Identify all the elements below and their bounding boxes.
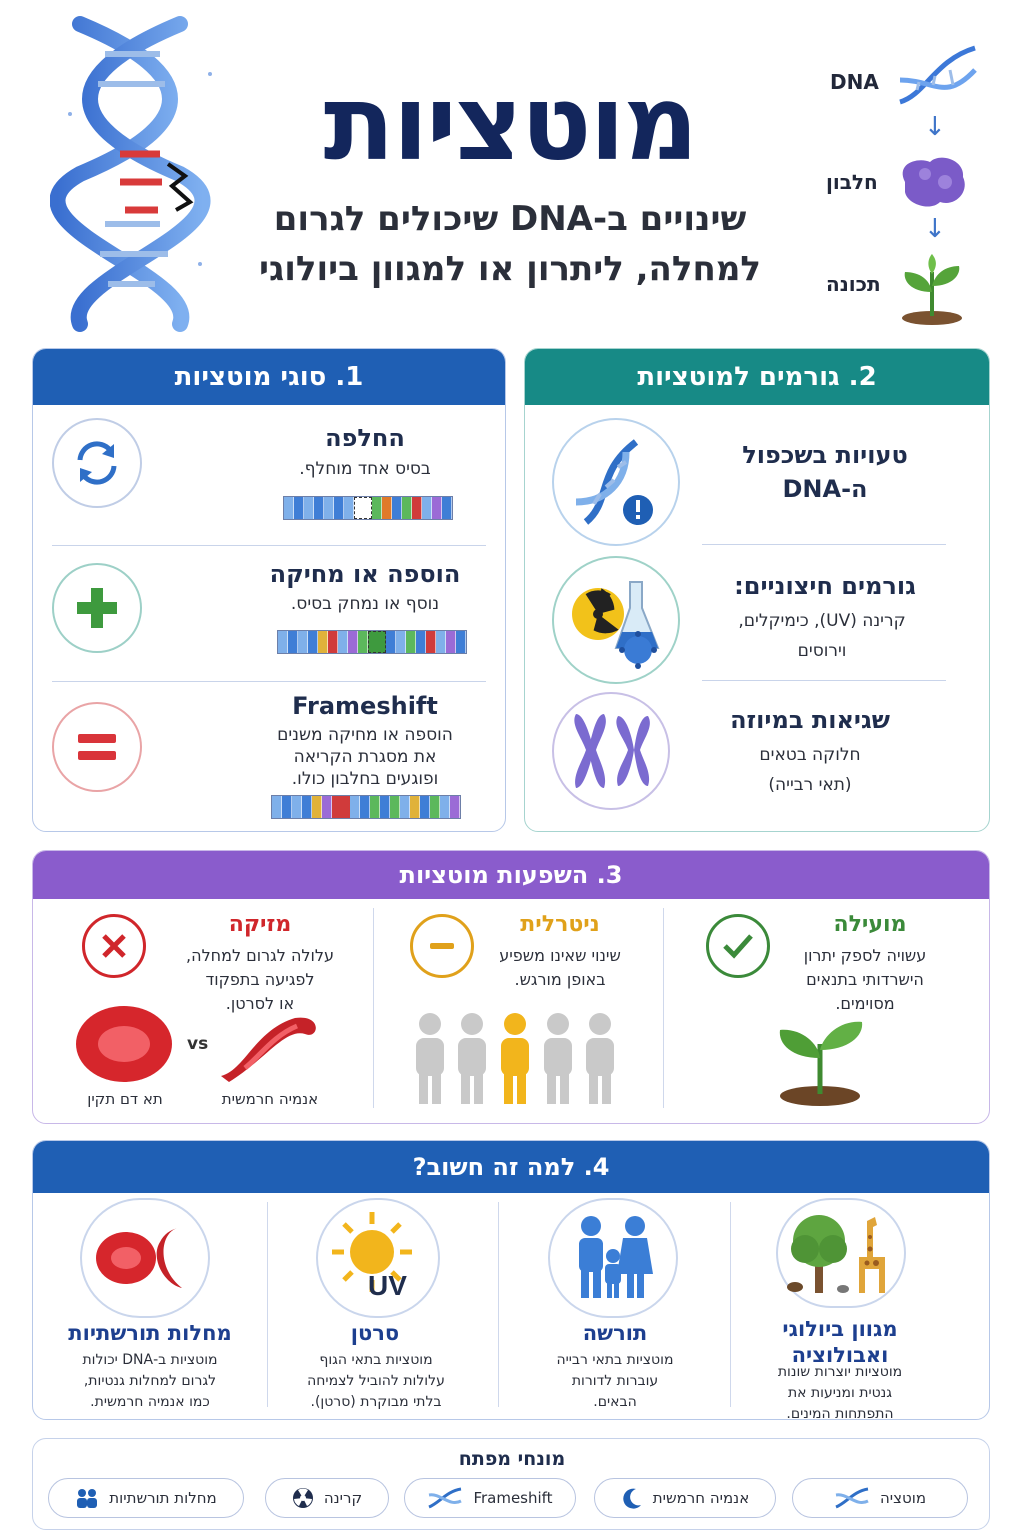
- types-heading: 1. סוגי מוטציות: [33, 349, 505, 405]
- cancer-desc-line-1: מוטציות בתאי הגוף: [319, 1352, 433, 1368]
- heredity-desc: [520, 1350, 710, 1413]
- inherited-diseases-desc-line-1: מוטציות ב-DNA יכולות: [82, 1352, 218, 1368]
- neutral-desc: [470, 944, 650, 992]
- dna-warning-icon: [566, 432, 666, 532]
- substitution-title: החלפה: [325, 424, 405, 452]
- normal-blood-cell-icon: [72, 1002, 176, 1086]
- radiation-icon: [292, 1487, 314, 1509]
- glossary-heading: מונחי מפתח: [458, 1448, 566, 1470]
- plus-icon: [72, 583, 122, 633]
- external-causes-line-2: וירוסים: [797, 641, 847, 661]
- normal-cell-label: תא דם תקין: [87, 1090, 163, 1108]
- causes-divider-2: [702, 680, 946, 681]
- substitution-strip: [283, 496, 453, 520]
- inherited-diseases-title: מחלות תורשתיות: [68, 1321, 232, 1345]
- biodiversity-title-line-2: ואבולוציה: [791, 1343, 889, 1367]
- inherited-diseases-desc: [50, 1350, 250, 1413]
- meiosis-error-circle: [552, 692, 670, 810]
- insertion-title: הוספה או מחיקה: [269, 560, 461, 588]
- heredity-title: תורשה: [582, 1321, 648, 1345]
- biodiversity-desc-line-3: התפתחות המינים.: [786, 1406, 894, 1422]
- meiosis-error-line-1: חלוקה בטאים: [759, 745, 861, 765]
- people-icon: [75, 1487, 99, 1509]
- biodiversity-desc: [745, 1362, 935, 1425]
- equals-icon: [72, 722, 122, 772]
- harmful-line-1: עלולה לגרום למחלה,: [186, 946, 334, 965]
- inherited-diseases-desc-line-2: לגרום למחלות גנטיות,: [83, 1373, 217, 1389]
- cancer-title: סרטן: [350, 1321, 400, 1345]
- external-causes-line-1: קרינה (UV), כימיקלים,: [738, 611, 906, 631]
- meiosis-error-title: שגיאות במיוזה: [730, 706, 890, 734]
- replication-error-title: [720, 438, 930, 506]
- frameshift-desc-line-3: ופוגעים בחלבון כולו.: [291, 769, 439, 789]
- dna-icon: [427, 1487, 463, 1509]
- frameshift-desc: [250, 724, 480, 790]
- insertion-strip: [277, 630, 467, 654]
- beneficial-line-2: הישרדותי בתנאים: [806, 970, 924, 989]
- flow-arrow-1: ↓: [924, 112, 946, 142]
- swap-arrows-icon: [70, 436, 124, 490]
- heredity-desc-line-2: עוברות לדורות: [571, 1373, 659, 1389]
- biodiversity-title-line-1: מגוון ביולוגי: [782, 1317, 898, 1341]
- cancer-desc-line-2: עלולות להוביל לצמיחה: [307, 1373, 445, 1389]
- inherited-diseases-circle: [80, 1198, 210, 1318]
- check-icon: [720, 928, 756, 964]
- substitution-circle: [52, 418, 142, 508]
- frameshift-desc-line-1: הוספה או מחיקה משנים: [277, 725, 453, 745]
- sprout-icon: [770, 1008, 870, 1108]
- page-subtitle: [250, 194, 770, 294]
- types-divider-2: [52, 681, 486, 682]
- flow-label-dna: DNA: [830, 70, 879, 94]
- cancer-desc: [276, 1350, 476, 1413]
- importance-divider-2: [498, 1202, 499, 1407]
- harmful-line-2: לפגיעה בתפקוד: [205, 970, 315, 989]
- harmful-title: מזיקה: [228, 912, 292, 937]
- beneficial-line-3: מסוימים.: [835, 994, 895, 1013]
- importance-divider-3: [730, 1202, 731, 1407]
- replication-error-line-2: ה-DNA: [782, 475, 868, 503]
- heredity-desc-line-3: הבאים.: [593, 1394, 637, 1410]
- external-causes-title: גורמים חיצוניים:: [734, 572, 916, 600]
- chromosome-icon: [566, 706, 656, 796]
- replication-error-circle: [552, 418, 680, 546]
- harmful-circle: [82, 914, 146, 978]
- term-radiation-label: קרינה: [323, 1489, 363, 1507]
- subtitle-line-2: למחלה, ליתרון או למגוון ביולוגי: [259, 249, 761, 289]
- term-sickle-cell[interactable]: [594, 1478, 776, 1518]
- insertion-desc: נוסף או נמחק בסיס.: [290, 594, 440, 614]
- page-title: מוטציות: [323, 62, 697, 184]
- tree-giraffe-icon: [781, 1203, 901, 1303]
- subtitle-line-1: שינויים ב-DNA שיכולים לגרום: [273, 199, 747, 239]
- x-icon: [98, 930, 130, 962]
- biodiversity-desc-line-2: גנטית ומניעות את: [787, 1385, 893, 1401]
- beneficial-desc: [780, 944, 950, 1016]
- flow-label-trait: תכונה: [826, 272, 881, 296]
- neutral-circle: [410, 914, 474, 978]
- cancer-desc-line-3: בלתי מבוקרת (סרטן).: [310, 1394, 442, 1410]
- sickle-cell-label: אנמיה חרמשית: [221, 1090, 319, 1108]
- protein-blob-icon: [895, 152, 970, 212]
- effects-heading: 3. השפעות מוטציות: [33, 851, 989, 899]
- effects-divider-1: [373, 908, 374, 1108]
- external-causes-desc: [702, 606, 942, 666]
- beneficial-line-1: עשויה לספק יתרון: [803, 946, 927, 965]
- term-frameshift[interactable]: [404, 1478, 576, 1518]
- frameshift-title: Frameshift: [292, 692, 438, 720]
- radiation-flask-virus-icon: [564, 568, 668, 672]
- biodiversity-desc-line-1: מוטציות יוצרות שונות: [777, 1364, 903, 1380]
- sprout-icon: [895, 252, 970, 327]
- term-mutation[interactable]: [792, 1478, 968, 1518]
- minus-icon: [424, 928, 460, 964]
- substitution-desc: בסיס אחד מוחלף.: [299, 459, 431, 479]
- sickle-cell-icon: [215, 1010, 325, 1084]
- types-divider-1: [52, 545, 486, 546]
- beneficial-title: מועילה: [833, 912, 907, 937]
- frameshift-strip: [271, 795, 461, 819]
- family-icon: [563, 1208, 663, 1308]
- dna-icon: [895, 40, 980, 110]
- meiosis-error-desc: [700, 740, 920, 800]
- neutral-title: ניטרלית: [520, 912, 600, 937]
- importance-divider-1: [267, 1202, 268, 1407]
- heredity-desc-line-1: מוטציות בתאי רבייה: [556, 1352, 674, 1368]
- beneficial-circle: [706, 914, 770, 978]
- uv-badge: UV: [368, 1270, 407, 1301]
- meiosis-error-line-2: (תאי רבייה): [768, 775, 852, 795]
- neutral-line-1: שינוי שאינו משפיע: [499, 946, 621, 965]
- term-inherited-diseases[interactable]: [48, 1478, 244, 1518]
- causes-heading: 2. גורמים למוטציות: [525, 349, 989, 405]
- harmful-desc: [165, 944, 355, 1016]
- dna-icon: [834, 1487, 870, 1509]
- harmful-line-3: או לסרטן.: [225, 994, 295, 1013]
- replication-error-line-1: טעויות בשכפול: [742, 441, 908, 469]
- insertion-circle: [52, 563, 142, 653]
- frameshift-desc-line-2: את מסגרת הקריאה: [293, 747, 437, 767]
- term-sickle-cell-label: אנמיה חרמשית: [652, 1489, 750, 1507]
- neutral-line-2: באופן מורגש.: [514, 970, 606, 989]
- people-group-icon: [410, 1010, 630, 1106]
- term-mutation-label: מוטציה: [879, 1489, 927, 1507]
- frameshift-circle: [52, 702, 142, 792]
- term-frameshift-label: Frameshift: [473, 1489, 553, 1507]
- vs-label: vs: [187, 1034, 209, 1054]
- dna-helix-illustration: [50, 14, 220, 334]
- blood-cells-icon: [90, 1218, 200, 1298]
- heredity-circle: [548, 1198, 678, 1318]
- biodiversity-title: [745, 1316, 935, 1368]
- flow-label-protein: חלבון: [826, 170, 878, 194]
- term-radiation[interactable]: [265, 1478, 389, 1518]
- term-inherited-diseases-label: מחלות תורשתיות: [109, 1489, 217, 1507]
- broken-dna-icon: [50, 14, 220, 334]
- inherited-diseases-desc-line-3: כמו אנמיה חרמשית.: [90, 1394, 210, 1410]
- effects-divider-2: [663, 908, 664, 1108]
- biodiversity-circle: [776, 1198, 906, 1308]
- causes-divider-1: [702, 544, 946, 545]
- importance-heading: 4. למה זה חשוב?: [33, 1141, 989, 1193]
- external-causes-circle: [552, 556, 680, 684]
- crescent-icon: [621, 1487, 643, 1509]
- flow-arrow-2: ↓: [924, 214, 946, 244]
